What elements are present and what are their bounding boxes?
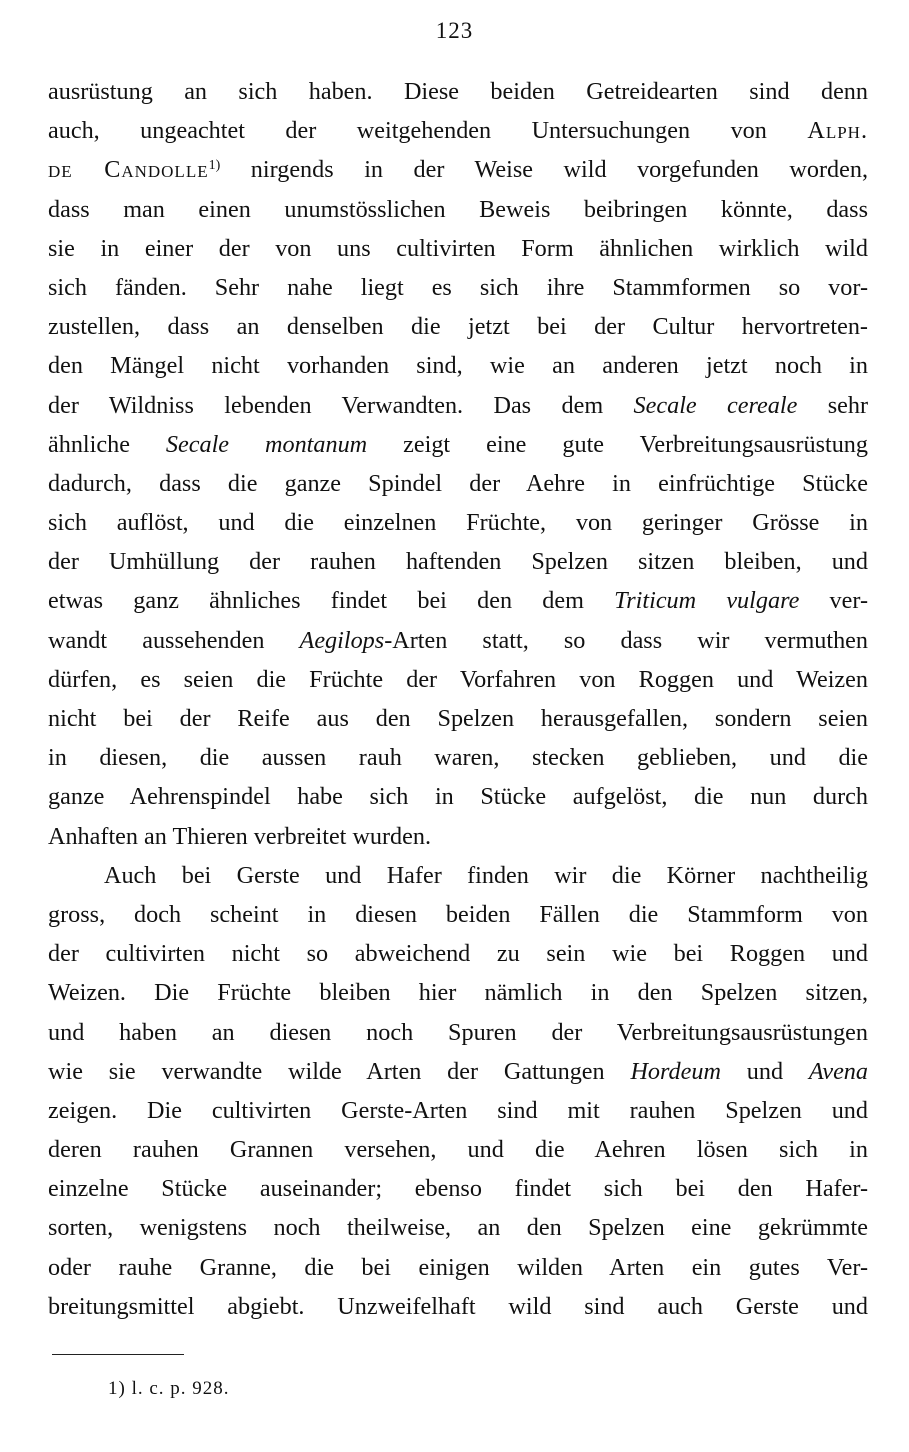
text-segment: in diesen, die aussen rauh waren, stecken geblieben, und die [48, 744, 868, 772]
text-segment: sich fänden. Sehr nahe liegt es sich ihre Stammformen so vor- [48, 273, 868, 301]
text-segment: einzelne Stücke auseinander; ebenso findet sich bei den Hafer- [48, 1175, 868, 1203]
italic-taxon: Avena [808, 1057, 868, 1085]
text-segment: de Candolle [48, 156, 209, 184]
text-line [48, 346, 868, 385]
text-line [48, 386, 868, 425]
text-segment: sich auflöst, und die einzelnen Früchte, von geringer Grösse in [48, 509, 868, 537]
body-text [48, 72, 868, 1326]
text-line [48, 817, 868, 856]
text-line [48, 1287, 868, 1326]
text-line [48, 973, 868, 1012]
italic-taxon: Secale montanum [165, 430, 368, 458]
footnote: 1) l. c. p. 928. [108, 1378, 230, 1399]
text-line [48, 1248, 868, 1287]
text-line [48, 621, 868, 660]
text-line [48, 542, 868, 581]
text-segment: der Wildniss lebenden Verwandten. Das dem [48, 391, 634, 419]
text-segment: nirgends in der Weise wild vorgefunden worden, [220, 156, 868, 184]
text-segment: Anhaften an Thieren verbreitet wurden. [48, 822, 432, 850]
text-line [48, 777, 868, 816]
text-segment: ver- [799, 587, 868, 615]
page-number: 123 [435, 18, 474, 43]
text-segment: auch, ungeachtet der weitgehenden Untersuchungen von [48, 117, 808, 145]
italic-taxon: Aegilops [299, 626, 385, 654]
text-line [48, 1208, 868, 1247]
italic-taxon: Hordeum [630, 1057, 721, 1085]
text-segment: sorten, wenigstens noch theilweise, an den Spelzen eine gekrümmte [48, 1214, 868, 1242]
footnote-divider [52, 1354, 184, 1355]
text-segment: sie in einer der von uns cultivirten Form ähnlichen wirklich wild [48, 234, 868, 262]
paragraph [48, 72, 868, 856]
text-line [48, 1130, 868, 1169]
text-segment: wie sie verwandte wilde Arten der Gattungen [48, 1057, 631, 1085]
text-segment: ähnliche [48, 430, 166, 458]
text-segment: Weizen. Die Früchte bleiben hier nämlich in den Spelzen sitzen, [48, 979, 868, 1007]
text-segment: und [720, 1057, 809, 1085]
text-segment: wandt aussehenden [48, 626, 300, 654]
text-line [48, 111, 868, 150]
text-line [48, 229, 868, 268]
text-line [48, 856, 868, 895]
text-line [48, 72, 868, 111]
text-line [48, 425, 868, 464]
text-segment: breitungsmittel abgiebt. Unzweifelhaft wild sind auch Gerste und [48, 1292, 868, 1320]
text-segment: zeigt eine gute Verbreitungsausrüstung [367, 430, 868, 458]
text-line [48, 268, 868, 307]
footnote-ref: 1) [208, 158, 221, 174]
text-segment: dass man einen unumstösslichen Beweis beibringen könnte, dass [48, 195, 868, 223]
text-line [48, 699, 868, 738]
text-line [48, 1169, 868, 1208]
text-line [48, 307, 868, 346]
text-line [48, 503, 868, 542]
text-segment: -Arten statt, so dass wir vermuthen [384, 626, 868, 654]
text-line [48, 464, 868, 503]
text-segment: ganze Aehrenspindel habe sich in Stücke aufgelöst, die nun durch [48, 783, 868, 811]
text-segment: Alph. [807, 117, 868, 145]
text-segment: deren rauhen Grannen versehen, und die Aehren lösen sich in [48, 1136, 868, 1164]
text-segment: ausrüstung an sich haben. Diese beiden Getreidearten sind denn [48, 78, 868, 105]
text-segment: sehr [797, 391, 869, 419]
paragraph [48, 856, 868, 1326]
text-line [48, 190, 868, 229]
text-segment: der cultivirten nicht so abweichend zu sein wie bei Roggen und [48, 940, 868, 968]
text-segment: der Umhüllung der rauhen haftenden Spelzen sitzen bleiben, und [48, 548, 868, 576]
italic-taxon: Secale cereale [633, 391, 798, 419]
text-line [48, 1091, 868, 1130]
text-line [48, 150, 868, 189]
text-segment: oder rauhe Granne, die bei einigen wilden Arten ein gutes Ver- [48, 1253, 868, 1281]
text-segment: zustellen, dass an denselben die jetzt bei der Cultur hervortreten- [48, 313, 868, 341]
text-segment: nicht bei der Reife aus den Spelzen herausgefallen, sondern seien [48, 705, 868, 732]
text-segment: etwas ganz ähnliches findet bei den dem [48, 587, 615, 615]
text-line [48, 581, 868, 620]
italic-taxon: Triticum vulgare [614, 587, 800, 615]
text-line [48, 660, 868, 699]
text-line [48, 1052, 868, 1091]
text-line [48, 738, 868, 777]
text-line [48, 934, 868, 973]
text-segment: und haben an diesen noch Spuren der Verbreitungsausrüstungen [48, 1018, 868, 1046]
text-segment: Auch bei Gerste und Hafer finden wir die Körner nachtheilig [104, 861, 868, 889]
text-segment: zeigen. Die cultivirten Gerste-Arten sind mit rauhen Spelzen und [48, 1096, 868, 1124]
text-segment: dadurch, dass die ganze Spindel der Aehre in einfrüchtige Stücke [48, 469, 868, 497]
text-line [48, 1013, 868, 1052]
text-segment: den Mängel nicht vorhanden sind, wie an anderen jetzt noch in [48, 352, 868, 380]
text-segment: gross, doch scheint in diesen beiden Fällen die Stammform von [48, 900, 868, 928]
text-line [48, 895, 868, 934]
text-segment: dürfen, es seien die Früchte der Vorfahren von Roggen und Weizen [48, 665, 868, 693]
